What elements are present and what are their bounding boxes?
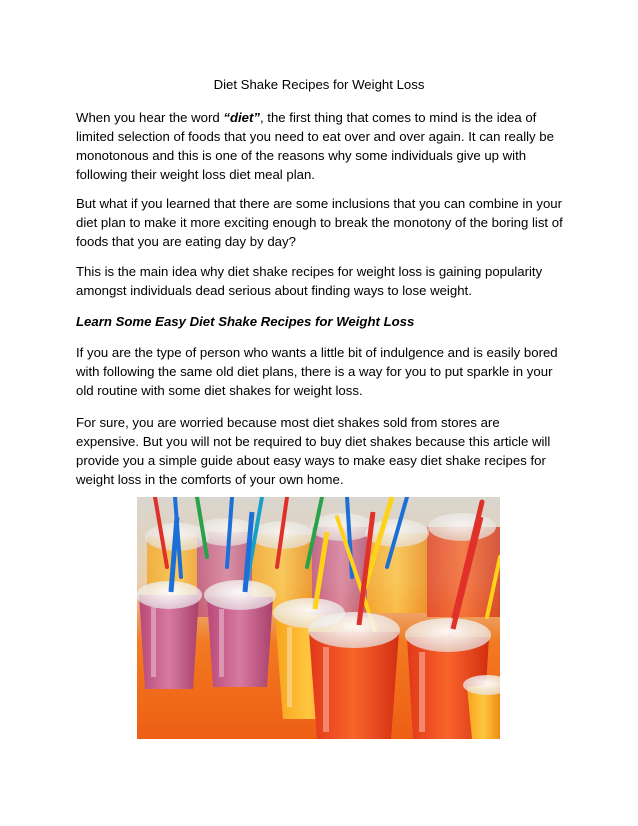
paragraph-intro [76, 108, 566, 184]
paragraph-intro-start: When you hear the word [76, 110, 224, 125]
diet-emphasis: “diet” [223, 110, 260, 125]
section-heading: Learn Some Easy Diet Shake Recipes for Weight Loss [76, 314, 415, 329]
paragraph-cost: For sure, you are worried because most diet shakes sold from stores are expensive. But you will not be required to buy diet shakes because this article will provide you a simple guide about easy ways to make easy diet shake recipes for weight loss in the comforts of your own home. [76, 415, 551, 487]
paragraph-inclusions: But what if you learned that there are some inclusions that you can combine in your diet plan to make it more exciting enough to break the monotony of the boring list of foods that you are eating day by day? [76, 196, 563, 249]
smoothies-illustration [137, 497, 500, 739]
document-title: Diet Shake Recipes for Weight Loss [213, 77, 425, 92]
paragraph-intro-rest: , the first thing that comes to mind is the idea of limited selection of foods that you need to eat over and over again. It can really be monotonous and this is one of the reasons why some individuals give up with following their weight loss diet meal plan. [76, 110, 554, 182]
paragraph-main-idea: This is the main idea why diet shake recipes for weight loss is gaining popularity amongst individuals dead serious about finding ways to lose weight. [76, 264, 543, 298]
smoothies-photo [137, 497, 500, 739]
paragraph-indulgence: If you are the type of person who wants a little bit of indulgence and is easily bored with following the same old diet plans, there is a way for you to put sparkle in your old routine with some diet shakes for weight loss. [76, 345, 558, 398]
